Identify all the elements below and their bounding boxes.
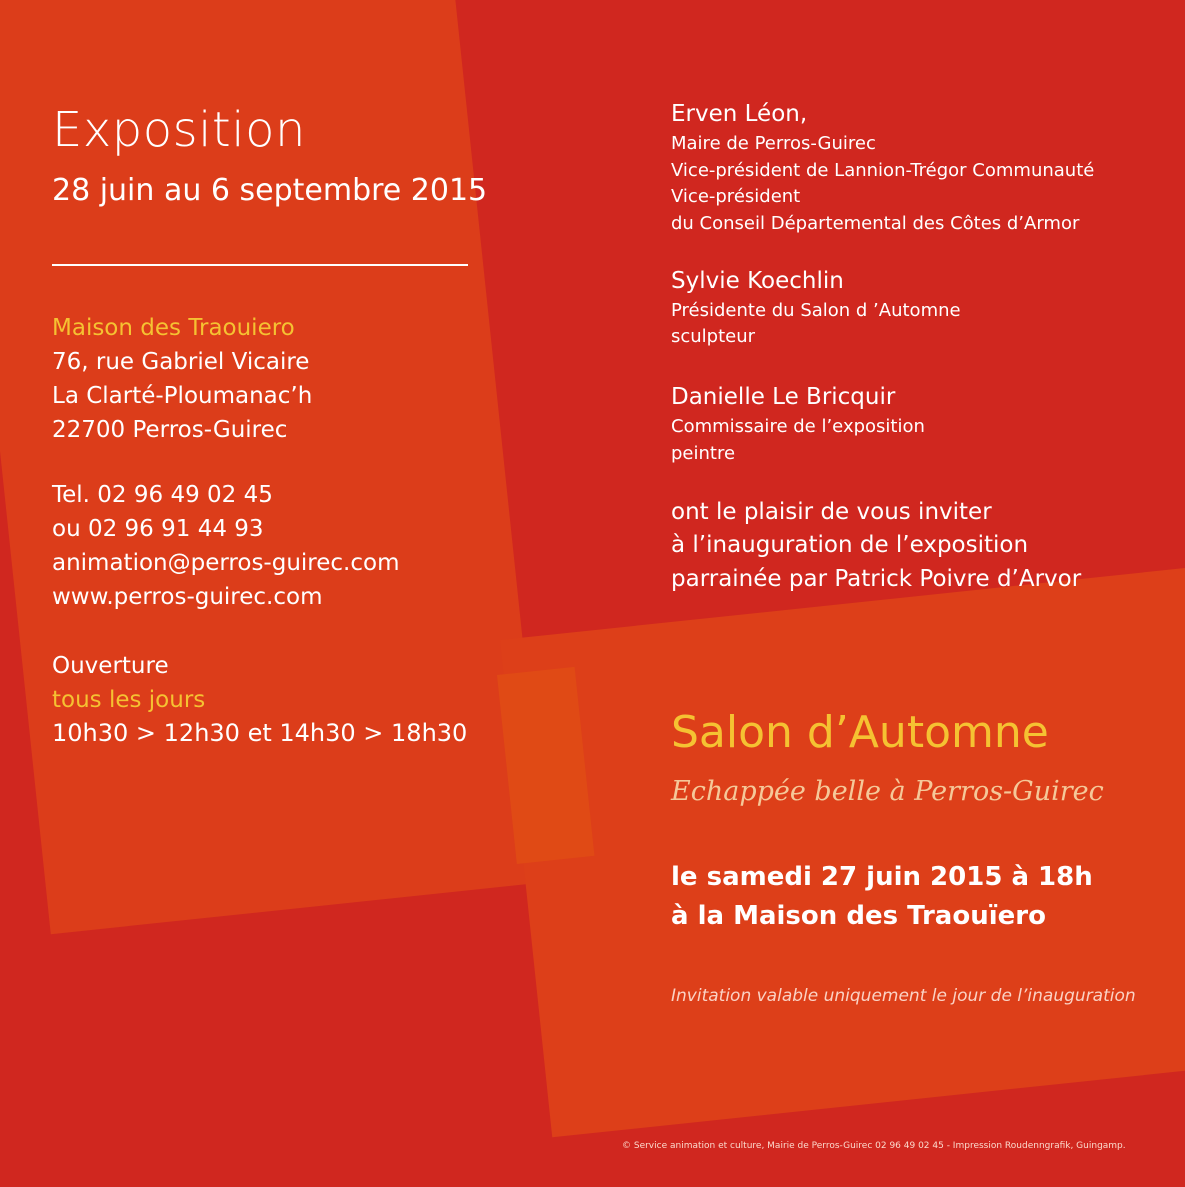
opening-hours: 10h30 > 12h30 et 14h30 > 18h30 (52, 719, 468, 747)
event-date: le samedi 27 juin 2015 à 18h (671, 862, 1093, 892)
invitation-line: parrainée par Patrick Poivre d’Arvor (671, 566, 1082, 592)
divider-line (52, 264, 468, 266)
host-role: du Conseil Départemental des Côtes d’Armor (671, 213, 1080, 234)
invitation-line: ont le plaisir de vous inviter (671, 499, 992, 525)
host-role: Présidente du Salon d ’Automne (671, 300, 961, 321)
venue-address-line: 22700 Perros-Guirec (52, 417, 288, 443)
contact-phone: Tel. 02 96 49 02 45 (52, 482, 273, 508)
venue-address-line: 76, rue Gabriel Vicaire (52, 349, 310, 375)
host-name: Erven Léon, (671, 101, 808, 127)
host-name: Danielle Le Bricquir (671, 384, 896, 410)
host-role: sculpteur (671, 326, 756, 347)
host-name: Sylvie Koechlin (671, 268, 844, 294)
host-role: Maire de Perros-Guirec (671, 133, 876, 154)
opening-days: tous les jours (52, 687, 206, 713)
background-panel-right (500, 565, 1185, 1138)
venue-address-line: La Clarté-Ploumanac’h (52, 383, 313, 409)
invitation-validity-note: Invitation valable uniquement le jour de l’inauguration (671, 986, 1136, 1006)
contact-phone-alt: ou 02 96 91 44 93 (52, 516, 264, 542)
host-role: Vice-président de Lannion-Trégor Communauté (671, 160, 1095, 181)
exposition-title: Exposition (52, 102, 306, 158)
host-role: Vice-président (671, 186, 801, 207)
salon-title: Salon d’Automne (671, 707, 1049, 758)
host-role: Commissaire de l’exposition (671, 416, 925, 437)
invitation-line: à l’inauguration de l’exposition (671, 532, 1029, 558)
contact-email[interactable]: animation@perros-guirec.com (52, 550, 400, 576)
contact-website[interactable]: www.perros-guirec.com (52, 584, 323, 610)
opening-label: Ouverture (52, 653, 169, 679)
venue-name: Maison des Traouiero (52, 315, 295, 341)
exposition-dates: 28 juin au 6 septembre 2015 (52, 173, 488, 208)
host-role: peintre (671, 443, 736, 464)
print-credit: © Service animation et culture, Mairie de Perros-Guirec 02 96 49 02 45 - Impression Roudenngrafik, Guingamp. (622, 1141, 1126, 1151)
event-location: à la Maison des Traouïero (671, 901, 1046, 931)
salon-subtitle: Echappée belle à Perros-Guirec (671, 776, 1104, 807)
